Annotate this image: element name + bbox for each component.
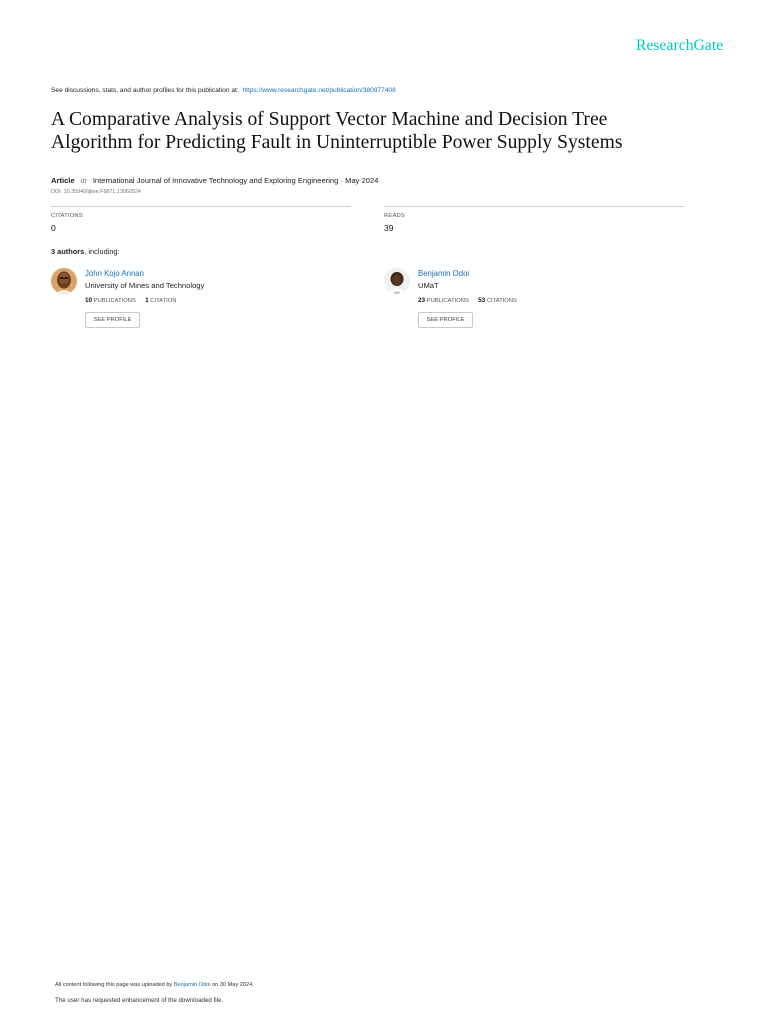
author-card: [51, 268, 351, 332]
publication-type: Article: [51, 176, 75, 185]
author-institution: UMaT: [418, 281, 439, 290]
doi-text: DOI: 10.35940/ijitee.F9871.13060524: [51, 189, 141, 195]
citations-label: CITATIONS: [51, 213, 83, 219]
citations-label: CITATIONS: [486, 298, 517, 304]
researchgate-logo[interactable]: ResearchGate: [636, 37, 724, 54]
see-profile-button[interactable]: SEE PROFILE: [418, 312, 473, 328]
citations-value: 0: [51, 223, 56, 233]
title-line-1: A Comparative Analysis of Support Vector Machine and Decision Tree: [51, 109, 608, 130]
journal-name: International Journal of Innovative Technology and Exploring Engineering · May 2024: [92, 176, 379, 185]
publications-count: 23: [418, 297, 426, 304]
author-institution: University of Mines and Technology: [85, 281, 205, 290]
authors-heading: [51, 247, 120, 256]
reads-label: READS: [384, 213, 405, 219]
divider-left: [51, 206, 351, 207]
author-name-link[interactable]: Benjamin Odoi: [418, 269, 470, 278]
see-profile-button[interactable]: SEE PROFILE: [85, 312, 140, 328]
citations-count: 1: [145, 297, 149, 304]
authors-suffix: , including:: [84, 247, 120, 256]
authors-count: 3 authors: [51, 247, 85, 256]
divider-right: [384, 206, 684, 207]
author-stats: [85, 297, 176, 304]
author-card: [384, 268, 684, 332]
author-stats: [418, 297, 517, 304]
title-line-2: Algorithm for Predicting Fault in Uninterruptible Power Supply Systems: [51, 132, 623, 153]
discussion-prefix: See discussions, stats, and author profiles for this publication at:: [51, 87, 239, 94]
publication-meta: [51, 176, 378, 185]
citations-count: 53: [478, 297, 486, 304]
publications-label: PUBLICATIONS: [93, 298, 136, 304]
publications-count: 10: [85, 297, 93, 304]
citations-label: CITATION: [150, 298, 177, 304]
in-word: in: [80, 176, 87, 185]
publication-title: [51, 108, 741, 154]
enhancement-note: The user has requested enhancement of the downloaded file.: [55, 997, 224, 1004]
upload-prefix: All content following this page was uploaded by: [55, 982, 173, 988]
discussion-line: [51, 87, 396, 94]
publications-label: PUBLICATIONS: [426, 298, 469, 304]
author-avatar[interactable]: [51, 268, 77, 294]
upload-note: [55, 982, 254, 988]
uploader-link[interactable]: Benjamin Odoi: [173, 982, 211, 988]
author-name-link[interactable]: John Kojo Annan: [85, 269, 144, 278]
publication-url-link[interactable]: https://www.researchgate.net/publication/380977408: [242, 87, 396, 94]
reads-value: 39: [384, 223, 394, 233]
upload-suffix: on 30 May 2024.: [212, 982, 254, 988]
author-avatar[interactable]: [384, 268, 410, 294]
